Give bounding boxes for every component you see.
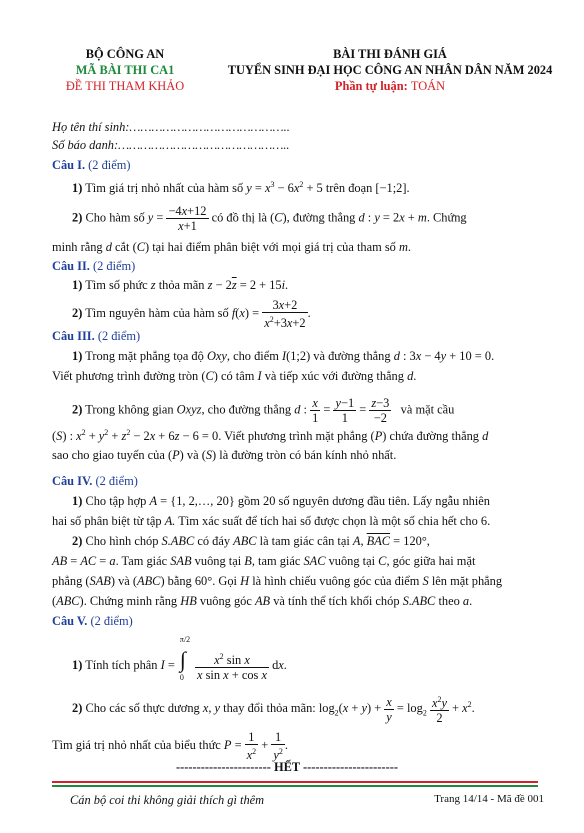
candidate-name-line: Họ tên thí sinh:…………………………………….. <box>52 120 290 134</box>
question-3-heading: Câu III. (2 điểm) <box>52 329 141 343</box>
question-4-2-cont2: phẳng (SAB) và (ABC) bằng 60°. Gọi H là hình chiếu vuông góc của điểm S lên mặt phẳng <box>52 574 503 588</box>
question-4-1: 1) Cho tập hợp A = {1, 2,…, 20} gồm 20 số nguyên dương đầu tiên. Lấy ngẫu nhiên <box>72 494 490 508</box>
exam-title-2: TUYỂN SINH ĐẠI HỌC CÔNG AN NHÂN DÂN NĂM 2024 <box>227 63 553 77</box>
footer-note: Cán bộ coi thi không giải thích gì thêm <box>70 793 265 807</box>
end-marker: ----------------------- HẾT ----------------------- <box>176 760 398 774</box>
footer-rule-green <box>52 785 538 787</box>
section-label: Phần tự luận: <box>334 79 408 93</box>
question-1-1: 1) Tìm giá trị nhỏ nhất của hàm số $y = x^3 - 6x^2 + 5$ trên đoạn [−1;2]. <box>72 180 410 196</box>
footer-rule-red <box>52 781 538 783</box>
candidate-id-line: Số báo danh:……………………………………….. <box>52 138 290 152</box>
question-4-2-cont: AB = AC = a. Tam giác SAB vuông tại B, tam giác SAC vuông tại C, góc giữa hai mặt <box>52 554 476 568</box>
question-1-heading: Câu I. (2 điểm) <box>52 158 131 172</box>
question-1-2-cont: minh rằng d cắt (C) tại hai điểm phân biệt với mọi giá trị của tham số m. <box>52 240 412 254</box>
question-2-1: 1) Tìm số phức z thỏa mãn $z - 2\overline{z} = 2 + 15i$. <box>72 278 289 292</box>
question-3-2-cont: (S) : $x^2 + y^2 + z^2 - 2x + 6z - 6 = 0$. Viết phương trình mặt phẳng (P) chứa đường thẳng d <box>52 428 489 444</box>
question-5-2: 2) Cho các số thực dương x, y thay đổi thỏa mãn: $\log_2(x + y)$ + $\frac{x}{y}$ = $\log_2$ $\frac{x^2y}{2}$ + $x^2$. <box>72 694 475 726</box>
question-4-heading: Câu IV. (2 điểm) <box>52 474 138 488</box>
footer-page-number: Trang 14/14 - Mã đề 001 <box>434 793 544 805</box>
section-subject: TOÁN <box>410 79 446 93</box>
question-1-2: 2) Cho hàm số y = $\frac{-4x+12}{x+1}$ có đồ thị là (C), đường thẳng d : y = 2x + m. Chứng <box>72 204 467 233</box>
question-2-2: 2) Tìm nguyên hàm của hàm số f(x) = $\frac{3x+2}{x^2+3x+2}$ . <box>72 298 311 331</box>
exam-code: MÃ BÀI THI CA1 <box>75 63 175 77</box>
question-3-2-cont2: sao cho giao tuyến của (P) và (S) là đường tròn có bán kính nhỏ nhất. <box>52 448 397 462</box>
question-5-2-cont: Tìm giá trị nhỏ nhất của biểu thức P = $\frac{1}{x^2}$ + $\frac{1}{y^2}$ . <box>52 730 288 763</box>
question-5-heading: Câu V. (2 điểm) <box>52 614 133 628</box>
ministry-name: BỘ CÔNG AN <box>85 47 165 61</box>
question-3-1: 1) Trong mặt phẳng tọa độ Oxy, cho điểm I(1;2) và đường thẳng d : 3x − 4y + 10 = 0. <box>72 349 495 363</box>
question-4-2: 2) Cho hình chóp S.ABC có đáy ABC là tam giác cân tại A, $\overline{BAC} = 120^\circ$, <box>72 534 430 548</box>
question-5-1: 1) Tính tích phân I = π/2 ∫ 0 $\frac{x^2 \sin x}{\text{x sin x + cos x}}$ dx. <box>72 634 287 683</box>
exam-type: ĐỀ THI THAM KHẢO <box>65 79 185 93</box>
exam-title-1: BÀI THI ĐÁNH GIÁ <box>333 47 447 61</box>
question-4-1-cont: hai số phân biệt từ tập A. Tìm xác suất để tích hai số được chọn là một số chia hết cho 6. <box>52 514 491 528</box>
question-2-heading: Câu II. (2 điểm) <box>52 259 136 273</box>
question-4-2-cont3: (ABC). Chứng minh rằng HB vuông góc AB và tính thể tích khối chóp S.ABC theo a. <box>52 594 473 608</box>
header-right <box>200 46 580 94</box>
question-3-1-cont: Viết phương trình đường tròn (C) có tâm I và tiếp xúc với đường thẳng d. <box>52 369 417 383</box>
header-left <box>40 46 210 94</box>
question-3-2: 2) Trong không gian Oxyz, cho đường thẳng d : $\frac{x}{1}$ = $\frac{y-1}{1}$ = $\frac{z-3}{-2}$ và mặt cầu <box>72 396 455 425</box>
